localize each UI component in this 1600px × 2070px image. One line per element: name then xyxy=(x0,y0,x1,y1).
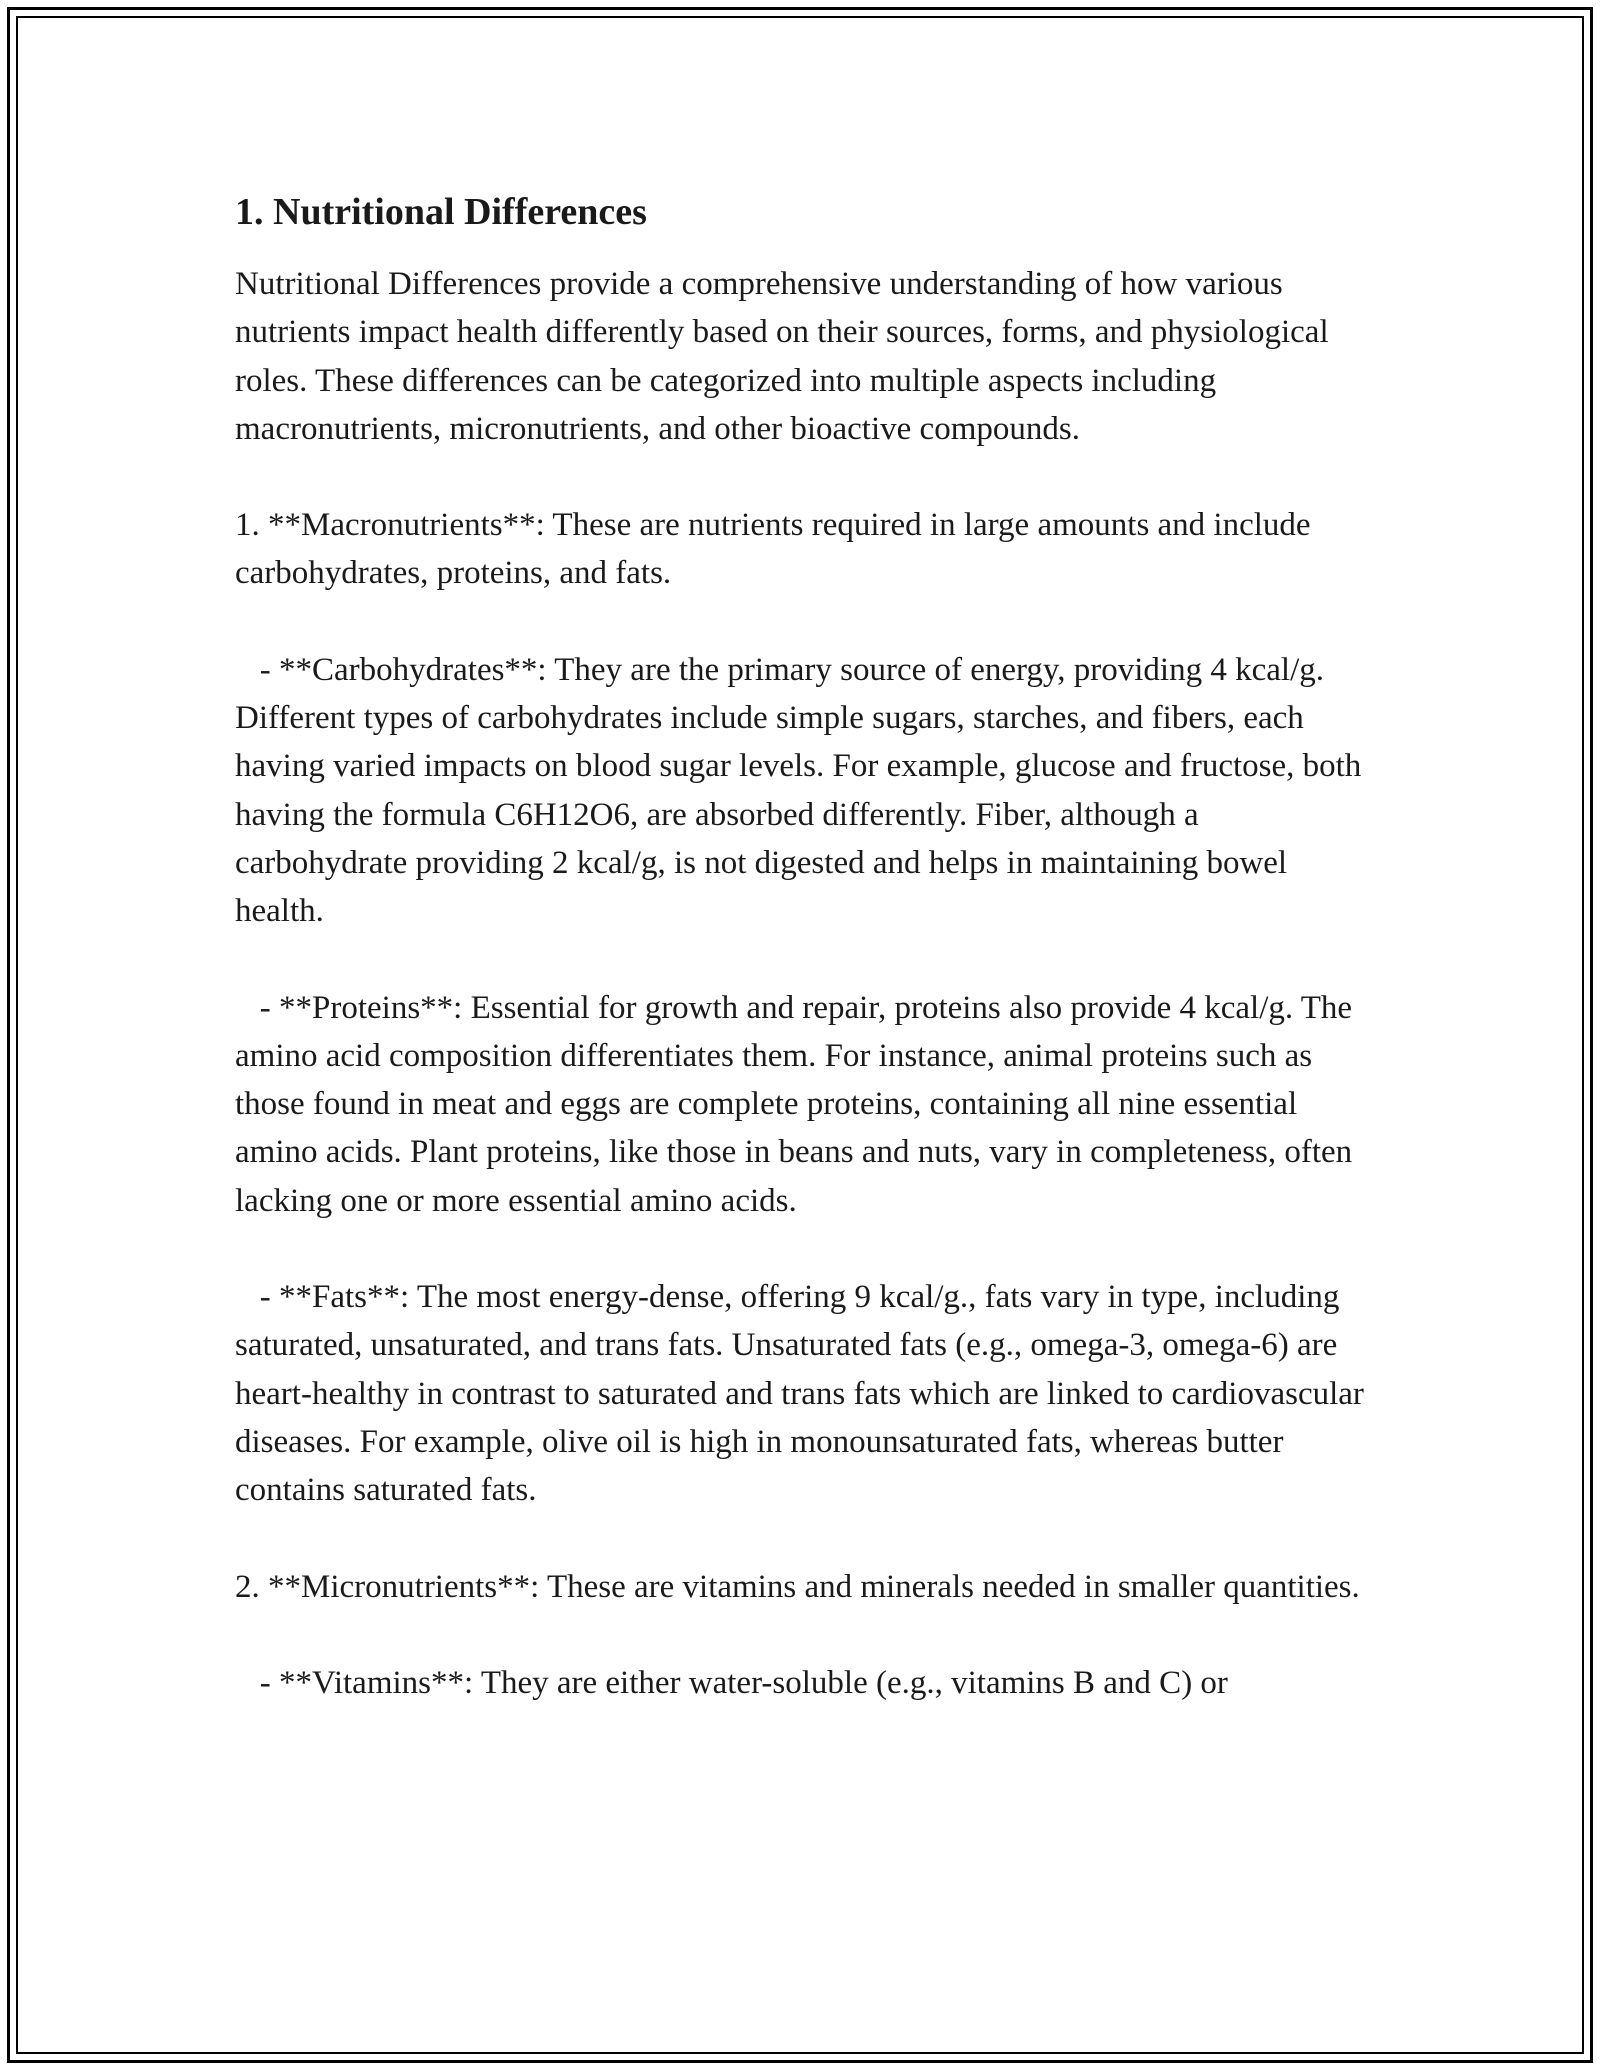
document-body xyxy=(235,186,1375,1755)
fats-paragraph: - **Fats**: The most energy-dense, offering 9 kcal/g., fats vary in type, including saturated, unsaturated, and trans fats. Unsaturated fats (e.g., omega-3, omega-6) are heart-healthy in contrast to saturated and trans fats which are linked to cardiovascular diseases. For example, olive oil is high in monounsaturated fats, whereas butter contains saturated fats. xyxy=(235,1279,1373,1509)
vitamins-paragraph: - **Vitamins**: They are either water-soluble (e.g., vitamins B and C) or xyxy=(235,1664,1228,1701)
intro-paragraph: Nutritional Differences provide a comprehensive understanding of how various nutrients impact health differently based on their sources, forms, and physiological roles. These differences can be categorized into multiple aspects including macronutrients, micronutrients, and other bioactive compounds. xyxy=(235,266,1337,447)
carbohydrates-paragraph: - **Carbohydrates**: They are the primary source of energy, providing 4 kcal/g. Different types of carbohydrates include simple sugars, starches, and fibers, each having varied impacts on blood sugar levels. For example, glucose and fructose, both having the formula C6H12O6, are absorbed differently. Fiber, although a carbohydrate providing 2 kcal/g, is not digested and helps in maintaining bowel health. xyxy=(235,651,1370,930)
section-heading: 1. Nutritional Differences xyxy=(235,191,647,233)
micronutrients-paragraph: 2. **Micronutrients**: These are vitamins and minerals needed in smaller quantities. xyxy=(235,1568,1360,1605)
proteins-paragraph: - **Proteins**: Essential for growth and repair, proteins also provide 4 kcal/g. The amino acid composition differentiates them. For instance, animal proteins such as those found in meat and eggs are complete proteins, containing all nine essential amino acids. Plant proteins, like those in beans and nuts, vary in completeness, often lacking one or more essential amino acids. xyxy=(235,989,1361,1219)
macronutrients-paragraph: 1. **Macronutrients**: These are nutrients required in large amounts and include carbohydrates, proteins, and fats. xyxy=(235,507,1319,592)
